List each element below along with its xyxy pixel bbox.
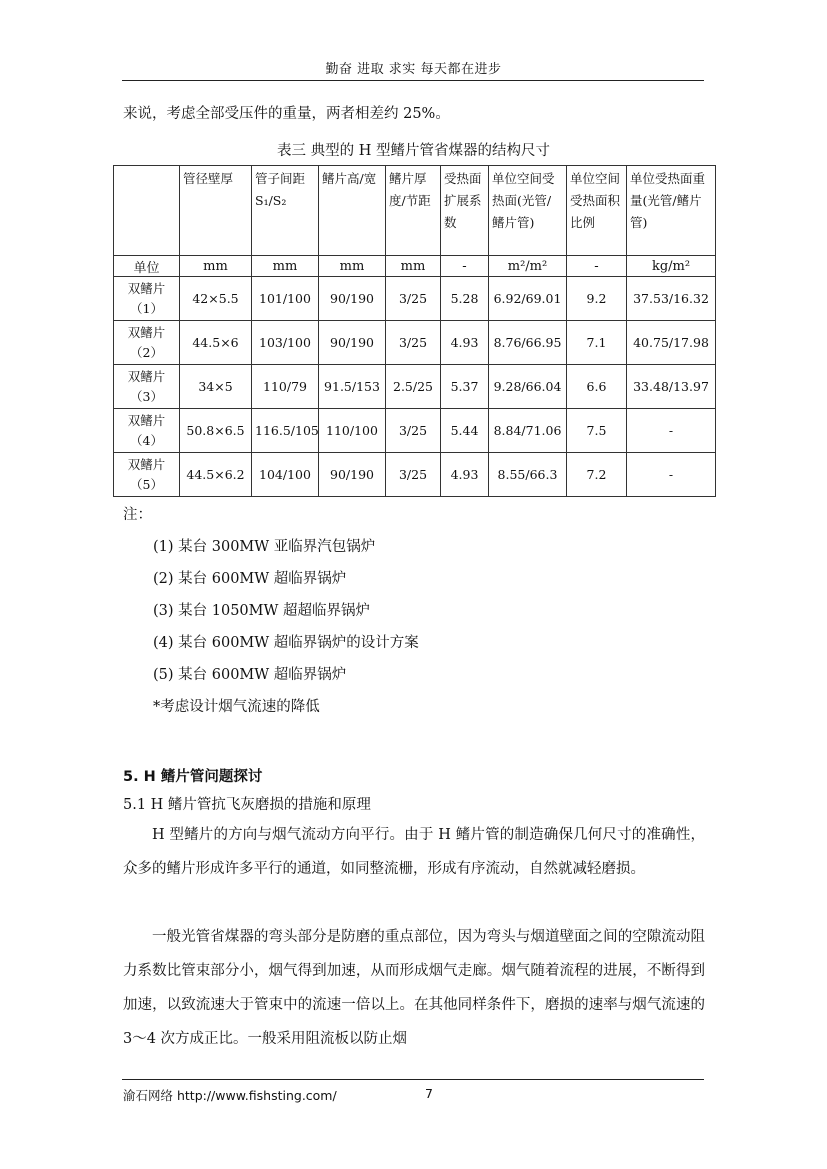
table-cell: 3/25 — [386, 453, 441, 497]
table-cell: - — [627, 453, 716, 497]
unit-cell: - — [567, 256, 627, 277]
header-cell: 鳍片厚度/节距 — [386, 166, 441, 256]
table-cell: 90/190 — [319, 277, 386, 321]
table-cell: 34×5 — [180, 365, 252, 409]
table-cell: 7.1 — [567, 321, 627, 365]
section-title: 5. H 鳍片管问题探讨 — [123, 769, 263, 785]
note-item: (5) 某台 600MW 超临界锅炉 — [153, 667, 347, 683]
unit-cell: mm — [319, 256, 386, 277]
table-cell: 7.5 — [567, 409, 627, 453]
spec-table — [113, 165, 716, 497]
row-label: 双鳍片（1） — [114, 277, 180, 321]
intro-line: 来说，考虑全部受压件的重量，两者相差约 25%。 — [123, 106, 450, 122]
unit-cell: m²/m² — [489, 256, 567, 277]
header-cell: 单位受热面重量(光管/鳍片管) — [627, 166, 716, 256]
table-cell: 116.5/105 — [252, 409, 319, 453]
table-cell: 4.93 — [441, 453, 489, 497]
table-cell: 90/190 — [319, 321, 386, 365]
table-cell: 104/100 — [252, 453, 319, 497]
table-cell: 3/25 — [386, 409, 441, 453]
page-header: 勤奋 进取 求实 每天都在进步 — [325, 62, 502, 77]
note-item: (4) 某台 600MW 超临界锅炉的设计方案 — [153, 635, 419, 651]
unit-cell: mm — [386, 256, 441, 277]
unit-cell: 单位 — [114, 256, 180, 277]
header-cell: 鳍片高/宽 — [319, 166, 386, 256]
table-cell: 44.5×6.2 — [180, 453, 252, 497]
table-cell: 33.48/13.97 — [627, 365, 716, 409]
table-cell: 90/190 — [319, 453, 386, 497]
body-paragraph: 一般光管省煤器的弯头部分是防磨的重点部位，因为弯头与烟道壁面之间的空隙流动阻力系数比管束部分小，烟气得到加速，从而形成烟气走廊。烟气随着流程的进展，不断得到加速，以致流速大于管束中的流速一倍以上。在其他同样条件下，磨损的速率与烟气流速的 3～4 次方成正比。一般采用阻流板以防止烟 — [123, 929, 705, 1047]
header-cell: 管子间距 S₁/S₂ — [252, 166, 319, 256]
footer-rule — [122, 1079, 704, 1080]
table-cell: 8.84/71.06 — [489, 409, 567, 453]
table-cell: 6.6 — [567, 365, 627, 409]
table-cell: 9.2 — [567, 277, 627, 321]
row-label: 双鳍片（5） — [114, 453, 180, 497]
header-rule — [122, 80, 704, 81]
table-row — [114, 365, 716, 409]
table-cell: 110/100 — [319, 409, 386, 453]
unit-cell: kg/m² — [627, 256, 716, 277]
table-row — [114, 321, 716, 365]
notes-label: 注： — [123, 507, 152, 523]
table-row — [114, 409, 716, 453]
table-cell: 6.92/69.01 — [489, 277, 567, 321]
table-cell: 37.53/16.32 — [627, 277, 716, 321]
table-cell: 9.28/66.04 — [489, 365, 567, 409]
table-cell: 110/79 — [252, 365, 319, 409]
header-cell — [114, 166, 180, 256]
header-cell: 单位空间受热面(光管/鳍片管) — [489, 166, 567, 256]
table-cell: 44.5×6 — [180, 321, 252, 365]
table-cell: 4.93 — [441, 321, 489, 365]
table-row — [114, 277, 716, 321]
header-cell: 单位空间受热面积比例 — [567, 166, 627, 256]
header-cell: 受热面扩展系数 — [441, 166, 489, 256]
table-cell: 8.76/66.95 — [489, 321, 567, 365]
note-item: (3) 某台 1050MW 超超临界锅炉 — [153, 603, 371, 619]
page-footer — [123, 1086, 433, 1104]
unit-cell: mm — [252, 256, 319, 277]
table-header-row — [114, 166, 716, 256]
table-unit-row — [114, 256, 716, 277]
unit-cell: - — [441, 256, 489, 277]
table-cell: 101/100 — [252, 277, 319, 321]
table-cell: 3/25 — [386, 321, 441, 365]
footer-source: 渝石网络 http://www.fishsting.com/ — [123, 1088, 337, 1103]
table-cell: 40.75/17.98 — [627, 321, 716, 365]
page-number: 7 — [425, 1086, 433, 1101]
table-cell: - — [627, 409, 716, 453]
table-cell: 5.44 — [441, 409, 489, 453]
row-label: 双鳍片（3） — [114, 365, 180, 409]
unit-cell: mm — [180, 256, 252, 277]
table-cell: 103/100 — [252, 321, 319, 365]
table-cell: 91.5/153 — [319, 365, 386, 409]
table-cell: 5.37 — [441, 365, 489, 409]
row-label: 双鳍片（4） — [114, 409, 180, 453]
header-cell: 管径壁厚 — [180, 166, 252, 256]
table-cell: 8.55/66.3 — [489, 453, 567, 497]
note-item: *考虑设计烟气流速的降低 — [153, 699, 320, 715]
section-subtitle: 5.1 H 鳍片管抗飞灰磨损的措施和原理 — [123, 797, 371, 813]
note-item: (1) 某台 300MW 亚临界汽包锅炉 — [153, 539, 376, 555]
body-paragraph: H 型鳍片的方向与烟气流动方向平行。由于 H 鳍片管的制造确保几何尺寸的准确性，众多的鳍片形成许多平行的通道，如同整流栅，形成有序流动，自然就减轻磨损。 — [123, 827, 705, 877]
table-cell: 7.2 — [567, 453, 627, 497]
note-item: (2) 某台 600MW 超临界锅炉 — [153, 571, 347, 587]
table-row — [114, 453, 716, 497]
table-cell: 3/25 — [386, 277, 441, 321]
row-label: 双鳍片（2） — [114, 321, 180, 365]
table-caption: 表三 典型的 H 型鳍片管省煤器的结构尺寸 — [277, 143, 550, 159]
table-cell: 50.8×6.5 — [180, 409, 252, 453]
table-cell: 2.5/25 — [386, 365, 441, 409]
table-cell: 5.28 — [441, 277, 489, 321]
table-cell: 42×5.5 — [180, 277, 252, 321]
